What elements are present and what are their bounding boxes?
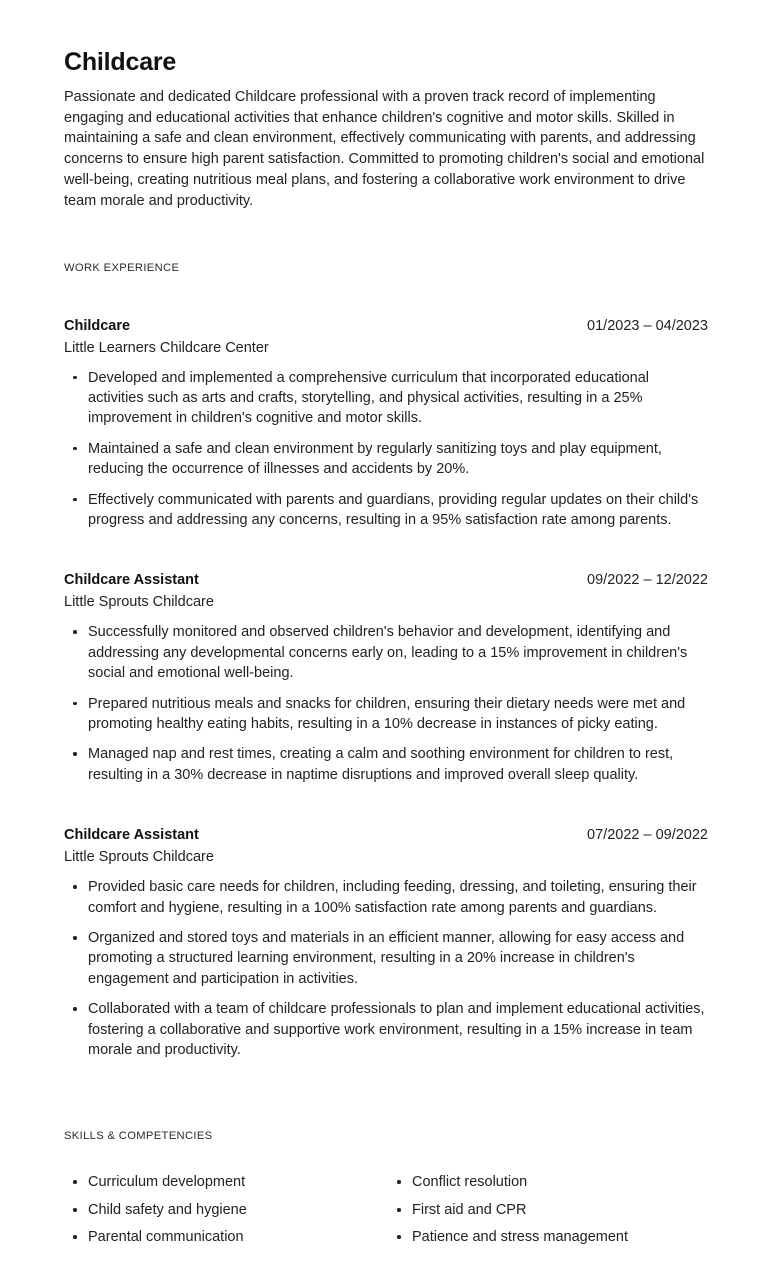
- work-entry-dates: 07/2022 – 09/2022: [587, 827, 708, 844]
- work-entry-bullet: Organized and stored toys and materials in an efficient manner, allowing for easy access and promoting a structured learning environment, resulting in a 20% increase in children's engagement and participation in activities.: [64, 928, 708, 989]
- work-entry-dates: 01/2023 – 04/2023: [587, 317, 708, 334]
- skills-column-right: [388, 1172, 708, 1255]
- work-entry-title: Childcare Assistant: [64, 572, 199, 589]
- skills-column-left: [64, 1172, 388, 1255]
- skill-item: Curriculum development: [64, 1172, 388, 1192]
- work-entry-bullets: [64, 622, 708, 785]
- work-entry-bullet: Managed nap and rest times, creating a calm and soothing environment for children to rest, resulting in a 30% decrease in naptime disruptions and improved overall sleep quality.: [64, 744, 708, 785]
- skill-item: Conflict resolution: [388, 1172, 708, 1192]
- skill-item: Child safety and hygiene: [64, 1200, 388, 1220]
- work-experience-section: [64, 262, 708, 1061]
- skills-section: [64, 1130, 708, 1255]
- skill-item: Patience and stress management: [388, 1227, 708, 1247]
- work-entry-title: Childcare Assistant: [64, 827, 199, 844]
- work-entry-header: [64, 570, 708, 590]
- skill-item: First aid and CPR: [388, 1200, 708, 1220]
- skill-item: Parental communication: [64, 1227, 388, 1247]
- professional-summary: Passionate and dedicated Childcare professional with a proven track record of implementing engaging and educational activities that enhance children's cognitive and motor skills. Skilled in maintaining a safe and clean environment, effectively communicating with parents, and addressing concerns to ensure high parent satisfaction. Committed to promoting children's social and emotional well-being, creating nutritious meal plans, and fostering a collaborative work environment to drive team morale and productivity.: [64, 88, 705, 209]
- work-entry-header: [64, 316, 708, 336]
- work-entry-bullet: Prepared nutritious meals and snacks for children, ensuring their dietary needs were met and promoting healthy eating habits, resulting in a 10% decrease in instances of picky eating.: [64, 694, 708, 735]
- work-entry-bullets: [64, 877, 708, 1060]
- work-entry-organization: Little Sprouts Childcare: [64, 594, 214, 611]
- work-entry-bullets: [64, 368, 708, 531]
- work-entry: [64, 316, 708, 531]
- work-entry-header: [64, 825, 708, 845]
- work-entry: [64, 825, 708, 1060]
- skills-grid: [64, 1172, 708, 1255]
- work-entry-bullet: Maintained a safe and clean environment by regularly sanitizing toys and play equipment, reducing the occurrence of illnesses and accidents by 20%.: [64, 439, 708, 480]
- work-entry-bullet: Provided basic care needs for children, including feeding, dressing, and toileting, ensuring their comfort and hygiene, resulting in a 100% satisfaction rate among parents and guardians.: [64, 877, 708, 918]
- page-title: Childcare: [64, 48, 177, 76]
- work-entry-bullet: Successfully monitored and observed children's behavior and development, identifying and addressing any developmental concerns early on, leading to a 15% improvement in children's social and emotional well-being.: [64, 622, 708, 683]
- work-experience-heading: WORK EXPERIENCE: [64, 261, 180, 274]
- work-entry-organization: Little Sprouts Childcare: [64, 849, 214, 866]
- work-entry-title: Childcare: [64, 317, 131, 334]
- work-entry-organization: Little Learners Childcare Center: [64, 339, 269, 356]
- work-entry-bullet: Effectively communicated with parents and guardians, providing regular updates on their child's progress and addressing any concerns, resulting in a 95% satisfaction rate among parents.: [64, 490, 708, 531]
- work-entry-dates: 09/2022 – 12/2022: [587, 572, 708, 589]
- work-entry-bullet: Collaborated with a team of childcare professionals to plan and implement educational activities, fostering a collaborative and supportive work environment, resulting in a 15% increase in team morale and productivity.: [64, 999, 708, 1060]
- work-entry: [64, 570, 708, 785]
- work-entry-bullet: Developed and implemented a comprehensive curriculum that incorporated educational activities such as arts and crafts, storytelling, and physical activities, resulting in a 25% improvement in children's cognitive and motor skills.: [64, 368, 708, 429]
- skills-heading: SKILLS & COMPETENCIES: [64, 1130, 213, 1143]
